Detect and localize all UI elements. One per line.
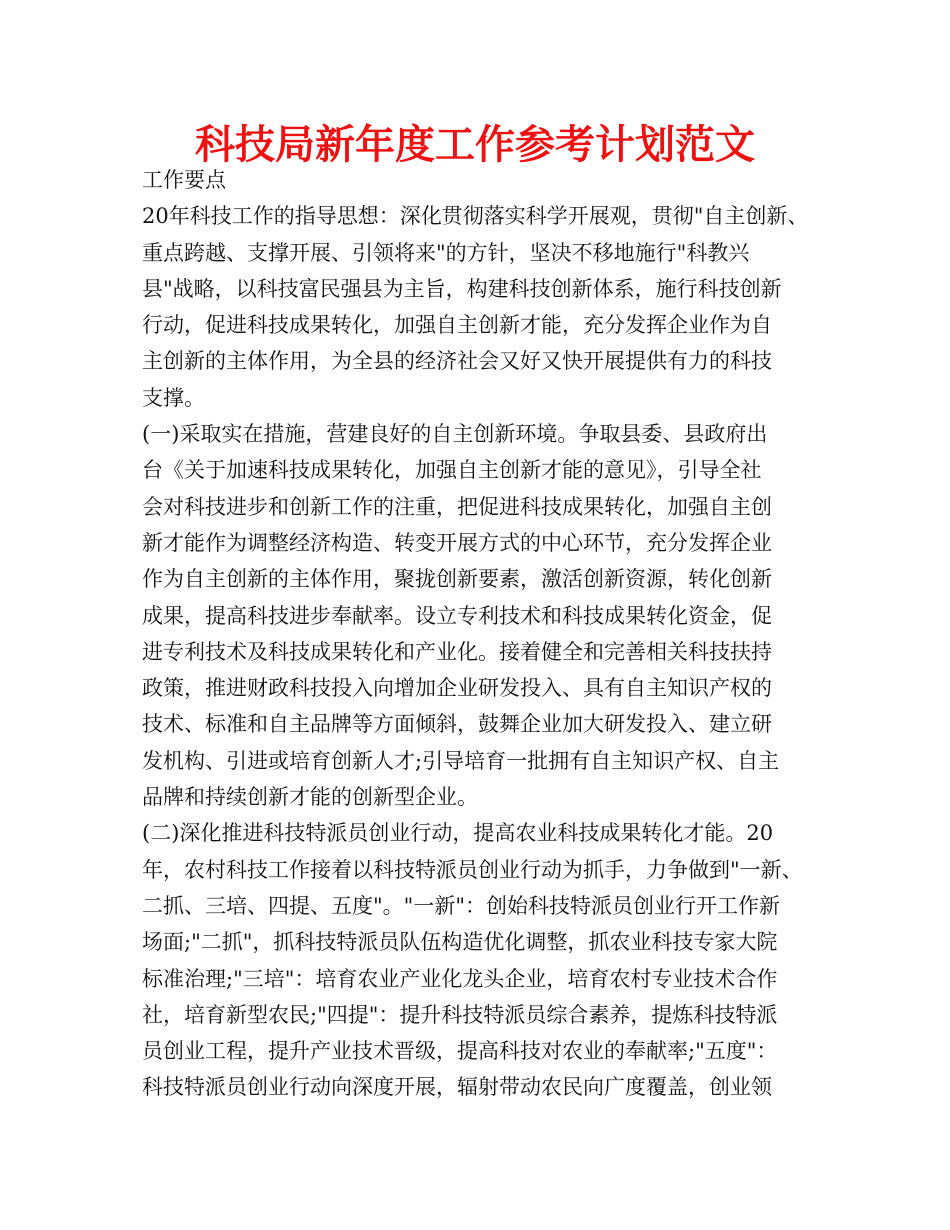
text-line: (二)深化推进科技特派员创业行动，提高农业科技成果转化才能。20	[142, 821, 774, 846]
text-line: 作为自主创新的主体作用，聚拢创新要素，激活创新资源，转化创新	[142, 567, 772, 592]
text-line: 工作要点	[142, 168, 226, 192]
text-line: 主创新的主体作用，为全县的经济社会又好又快开展提供有力的科技	[142, 349, 772, 374]
text-line: 行动，促进科技成果转化，加强自主创新才能，充分发挥企业作为自	[142, 313, 772, 338]
text-line: 成果，提高科技进步奉献率。设立专利技术和科技成果转化资金，促	[142, 603, 772, 628]
text-line: 县"战略，以科技富民强县为主旨，构建科技创新体系，施行科技创新	[142, 276, 782, 301]
text-line: 政策，推进财政科技投入向增加企业研发投入、具有自主知识产权的	[142, 676, 772, 701]
text-line: 重点跨越、支撑开展、引领将来"的方针，坚决不移地施行"科教兴	[142, 240, 750, 265]
text-line: 科技特派员创业行动向深度开展，辐射带动农民向广度覆盖，创业领	[142, 1075, 772, 1100]
text-line: 品牌和持续创新才能的创新型企业。	[142, 785, 478, 810]
text-line: 支撑。	[142, 385, 205, 410]
text-line: 标准治理;"三培"：培育农业产业化龙头企业，培育农村专业技术合作	[142, 966, 778, 991]
text-line: 场面;"二抓"，抓科技特派员队伍构造优化调整，抓农业科技专家大院	[142, 930, 778, 955]
text-line: (一)采取实在措施，营建良好的自主创新环境。争取县委、县政府出	[142, 422, 768, 447]
text-line: 二抓、三培、四提、五度"。"一新"：创始科技特派员创业行开工作新	[142, 893, 780, 918]
document-body	[142, 162, 822, 1106]
text-line: 会对科技进步和创新工作的注重，把促进科技成果转化，加强自主创	[142, 494, 772, 519]
text-line: 20年科技工作的指导思想：深化贯彻落实科学开展观，贯彻"自主创新、	[142, 204, 809, 229]
text-line: 年，农村科技工作接着以科技特派员创业行动为抓手，力争做到"一新、	[142, 857, 803, 882]
text-line: 社，培育新型农民;"四提"：提升科技特派员综合素养，提炼科技特派	[142, 1002, 778, 1027]
text-line: 进专利技术及科技成果转化和产业化。接着健全和完善相关科技扶持	[142, 639, 772, 664]
text-line: 员创业工程，提升产业技术晋级，提高科技对农业的奉献率;"五度"：	[142, 1039, 778, 1064]
text-line: 台《关于加速科技成果转化，加强自主创新才能的意见》，引导全社	[142, 458, 762, 483]
document-title: 科技局新年度工作参考计划范文	[195, 122, 755, 168]
text-line: 新才能作为调整经济构造、转变开展方式的中心环节，充分发挥企业	[142, 530, 772, 555]
text-line: 技术、标准和自主品牌等方面倾斜，鼓舞企业加大研发投入、建立研	[142, 712, 772, 737]
text-line: 发机构、引进或培育创新人才;引导培育一批拥有自主知识产权、自主	[142, 748, 780, 773]
